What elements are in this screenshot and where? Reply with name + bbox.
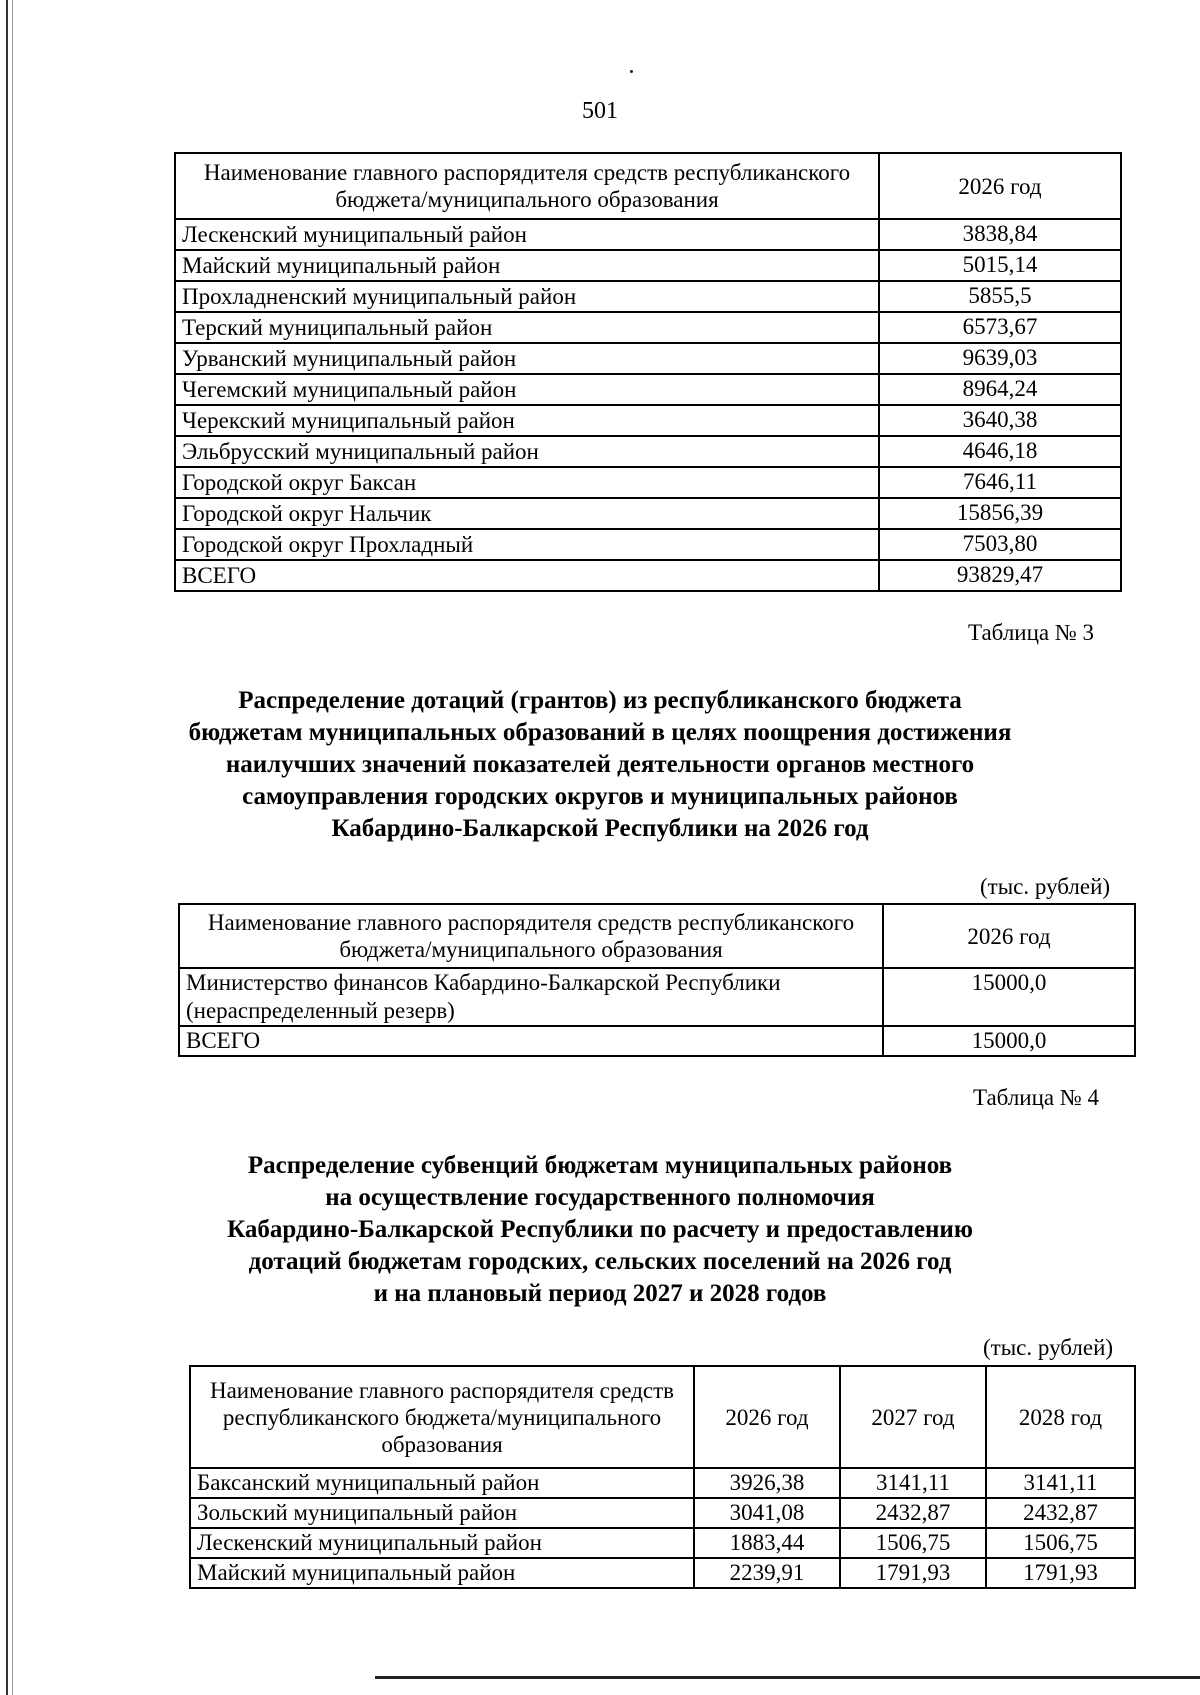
row-value: 3838,84	[879, 219, 1121, 250]
row-name: Черекский муниципальный район	[175, 405, 879, 436]
table-row	[190, 1498, 1135, 1528]
row-name: Министерство финансов Кабардино-Балкарской Республики (нераспределенный резерв)	[179, 968, 883, 1026]
bottom-rule	[375, 1676, 1200, 1679]
continued-table	[174, 152, 1122, 592]
row-name: Лескенский муниципальный район	[190, 1528, 694, 1558]
row-value: 8964,24	[879, 374, 1121, 405]
row-name: Лескенский муниципальный район	[175, 219, 879, 250]
row-value: 5855,5	[879, 281, 1121, 312]
header-year: 2026 год	[879, 153, 1121, 219]
table4	[189, 1365, 1136, 1589]
table-row	[175, 281, 1121, 312]
table4-label: Таблица № 4	[973, 1085, 1100, 1110]
row-value: 3640,38	[879, 405, 1121, 436]
table-row	[175, 498, 1121, 529]
row-value-2026: 2239,91	[694, 1558, 840, 1588]
row-name: Майский муниципальный район	[190, 1558, 694, 1588]
header-year-2028: 2028 год	[986, 1366, 1135, 1468]
table-row	[179, 968, 1135, 1026]
total-row	[175, 560, 1121, 591]
table3-title-line: самоуправления городских округов и муниципальных районов	[242, 783, 958, 810]
row-value-2027: 2432,87	[840, 1498, 986, 1528]
table4-title-line: дотаций бюджетам городских, сельских поселений на 2026 год	[248, 1248, 952, 1275]
total-label: ВСЕГО	[175, 560, 879, 591]
row-name: Прохладненский муниципальный район	[175, 281, 879, 312]
row-name: Эльбрусский муниципальный район	[175, 436, 879, 467]
row-value-2026: 1883,44	[694, 1528, 840, 1558]
table-row	[175, 374, 1121, 405]
scan-edge	[6, 0, 8, 1695]
row-name: Городской округ Прохладный	[175, 529, 879, 560]
header-name: Наименование главного распорядителя средств республиканского бюджета/муниципального образования	[175, 153, 879, 219]
row-name: Баксанский муниципальный район	[190, 1468, 694, 1498]
row-value-2026: 3926,38	[694, 1468, 840, 1498]
row-value-2026: 3041,08	[694, 1498, 840, 1528]
table3	[178, 903, 1136, 1057]
row-name: Майский муниципальный район	[175, 250, 879, 281]
table-row	[175, 312, 1121, 343]
table-header-row	[179, 904, 1135, 968]
row-name: Терский муниципальный район	[175, 312, 879, 343]
row-value: 9639,03	[879, 343, 1121, 374]
table3-label: Таблица № 3	[968, 620, 1095, 645]
row-value-2027: 3141,11	[840, 1468, 986, 1498]
row-value: 5015,14	[879, 250, 1121, 281]
row-value: 6573,67	[879, 312, 1121, 343]
header-year: 2026 год	[883, 904, 1135, 968]
row-name: Городской округ Нальчик	[175, 498, 879, 529]
table-header-row	[190, 1366, 1135, 1468]
header-name: Наименование главного распорядителя средств республиканского бюджета/муниципального образования	[179, 904, 883, 968]
scan-edge-inner	[12, 0, 13, 1695]
header-name: Наименование главного распорядителя средств республиканского бюджета/муниципального образования	[190, 1366, 694, 1468]
table-row	[175, 436, 1121, 467]
row-value: 7646,11	[879, 467, 1121, 498]
header-year-2027: 2027 год	[840, 1366, 986, 1468]
table-row	[190, 1528, 1135, 1558]
table4-title-line: на осуществление государственного полномочия	[325, 1184, 875, 1211]
table-row	[175, 467, 1121, 498]
row-value-2028: 2432,87	[986, 1498, 1135, 1528]
total-row	[179, 1026, 1135, 1056]
table4-title-line: Распределение субвенций бюджетам муниципальных районов	[247, 1152, 953, 1179]
header-year-2026: 2026 год	[694, 1366, 840, 1468]
row-value: 15856,39	[879, 498, 1121, 529]
row-value: 7503,80	[879, 529, 1121, 560]
total-label: ВСЕГО	[179, 1026, 883, 1056]
table3-units: (тыс. рублей)	[980, 874, 1111, 899]
table-row	[175, 343, 1121, 374]
table-row	[190, 1468, 1135, 1498]
scan-speck	[630, 70, 633, 73]
row-value-2027: 1506,75	[840, 1528, 986, 1558]
total-value: 93829,47	[879, 560, 1121, 591]
row-name: Городской округ Баксан	[175, 467, 879, 498]
row-name: Урванский муниципальный район	[175, 343, 879, 374]
table-header-row	[175, 153, 1121, 219]
table3-title-line: Распределение дотаций (грантов) из республиканского бюджета	[238, 687, 962, 714]
table-row	[175, 250, 1121, 281]
table3-title-line: наилучших значений показателей деятельности органов местного	[225, 751, 975, 778]
row-value-2028: 3141,11	[986, 1468, 1135, 1498]
table3-title-line: бюджетам муниципальных образований в целях поощрения достижения	[188, 719, 1012, 746]
row-value: 4646,18	[879, 436, 1121, 467]
table-row	[190, 1558, 1135, 1588]
table-row	[175, 219, 1121, 250]
table4-title-line: Кабардино-Балкарской Республики по расчету и предоставлению	[227, 1216, 973, 1243]
total-value: 15000,0	[883, 1026, 1135, 1056]
row-name: Чегемский муниципальный район	[175, 374, 879, 405]
table-row	[175, 405, 1121, 436]
table3-title-line: Кабардино-Балкарской Республики на 2026 год	[331, 815, 869, 842]
row-value-2027: 1791,93	[840, 1558, 986, 1588]
row-value-2028: 1506,75	[986, 1528, 1135, 1558]
table-row	[175, 529, 1121, 560]
row-value: 15000,0	[883, 968, 1135, 1026]
row-name: Зольский муниципальный район	[190, 1498, 694, 1528]
table4-units: (тыс. рублей)	[983, 1335, 1114, 1360]
table4-title-line: и на плановый период 2027 и 2028 годов	[373, 1280, 827, 1307]
page-number: 501	[582, 98, 618, 124]
row-value-2028: 1791,93	[986, 1558, 1135, 1588]
